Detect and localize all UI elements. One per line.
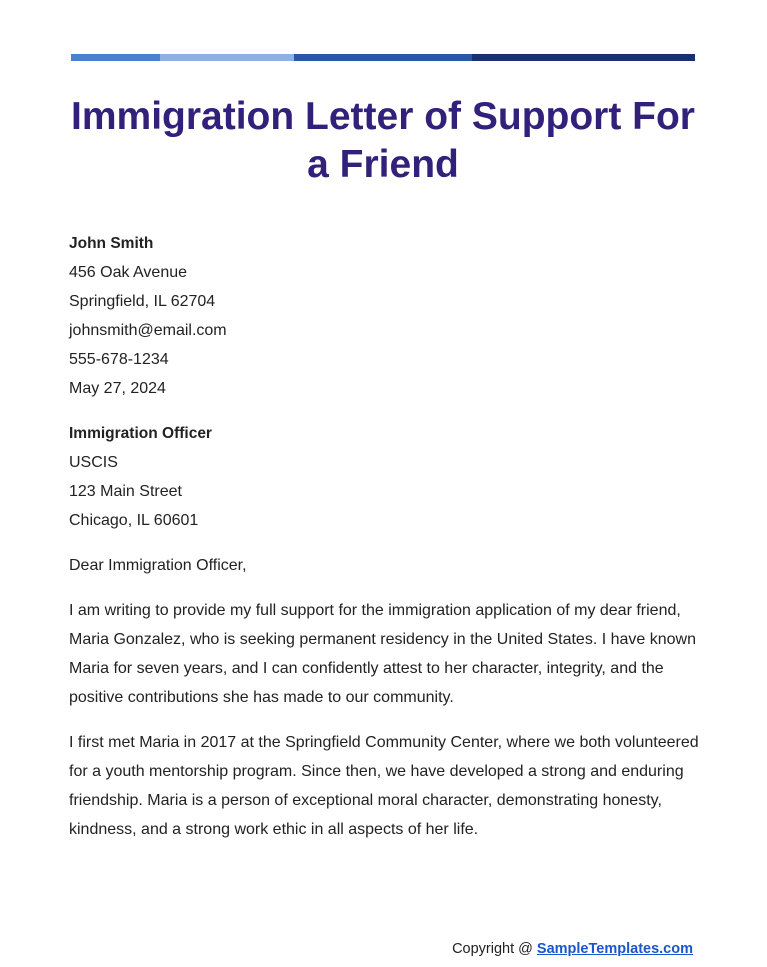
sampletemplates-link[interactable]: SampleTemplates.com <box>536 941 693 957</box>
accent-bar-segment <box>160 54 294 61</box>
copyright-text: Copyright @ <box>452 941 533 957</box>
body-paragraph-2: I first met Maria in 2017 at the Springfield Community Center, where we both volunteered for a youth mentorship program. Since then, we have developed a strong and enduring friendship. Maria is a person of exceptional moral character, demonstrating honesty, kindness, and a strong work ethic in all aspects of her life. <box>69 734 699 838</box>
body-paragraph-1: I am writing to provide my full support for the immigration application of my dear friend, Maria Gonzalez, who is seeking permanent residency in the United States. I have known Maria for seven years, and I can confidently attest to her character, integrity, and the positive contributions she has made to our community. <box>69 602 696 706</box>
header-accent-bar <box>71 54 695 61</box>
salutation: Dear Immigration Officer, <box>69 557 247 574</box>
sender-email: johnsmith@email.com <box>69 322 227 339</box>
footer-copyright <box>452 938 693 960</box>
page-title: Immigration Letter of Support For a Friend <box>71 95 695 186</box>
sender-phone: 555-678-1234 <box>69 351 169 368</box>
accent-bar-segment <box>71 54 160 61</box>
sender-block <box>69 229 709 403</box>
recipient-block <box>69 419 709 535</box>
letter-date: May 27, 2024 <box>69 380 166 397</box>
sender-address: 456 Oak Avenue <box>69 264 188 281</box>
sender-name: John Smith <box>69 235 154 252</box>
recipient-title: Immigration Officer <box>69 425 212 442</box>
sender-city: Springfield, IL 62704 <box>69 293 216 310</box>
recipient-address: 123 Main Street <box>69 483 182 500</box>
accent-bar-segment <box>294 54 472 61</box>
recipient-org: USCIS <box>69 454 118 471</box>
recipient-city: Chicago, IL 60601 <box>69 512 199 529</box>
accent-bar-segment <box>472 54 695 61</box>
